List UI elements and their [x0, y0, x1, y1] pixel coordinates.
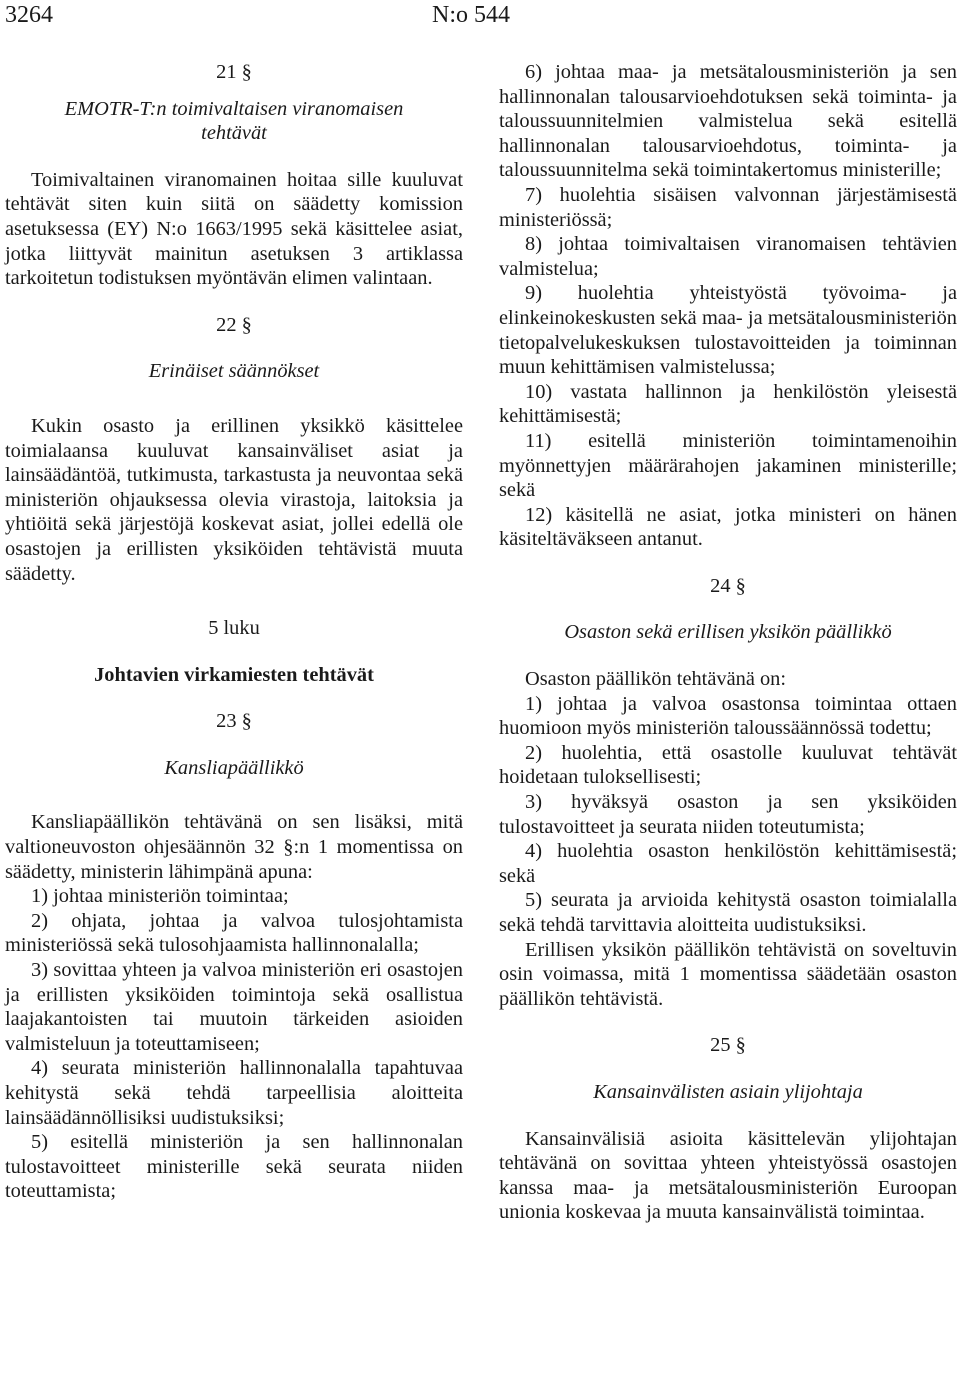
section-22-title: Erinäiset säännökset — [148, 360, 320, 383]
section-21-text: Toimivaltainen viranomainen hoitaa sille kuuluvat tehtävät siten kuin siitä on säädetty komission asetuksessa (EY) N:o 1663/1995 sekä käsittelee asiat, jotka liittyvät mainitun asetuksen 3 artiklassa tarkoitetun todistuksen myöntävän elimen valintaan. — [5, 168, 463, 290]
section-23-intro: Kansliapäällikön tehtävänä on sen lisäksi, mitä valtioneuvoston ohjesäännön 32 §:n 1 momentissa on säädetty, ministerin lähimpänä apuna: — [5, 811, 463, 883]
section-23-number: 23 § — [216, 710, 252, 733]
left-column — [5, 60, 463, 1204]
section-21-number: 21 § — [216, 61, 252, 83]
section-25-number: 25 § — [710, 1034, 746, 1057]
page-number: 3264 — [5, 2, 53, 28]
section-24-title: Osaston sekä erillisen yksikön päällikkö — [564, 621, 892, 644]
section-24-item: 2) huolehtia, että osastolle kuuluvat tehtävät hoidetaan tuloksellisesti; — [499, 741, 957, 789]
section-24-item: 5) seurata ja arvioida kehitystä osaston toimialalla sekä tehdä tarvittavia aloitteita uudistuksiksi. — [499, 889, 957, 936]
section-23-item: 2) ohjata, johtaa ja valvoa tulosjohtamista ministeriössä sekä tulosohjaamista hallinnonalalla; — [5, 909, 463, 957]
section-22-text: Kukin osasto ja erillinen yksikkö käsittelee toimialaansa kuuluvat kansainväliset asiat ja lainsäädäntöä, tutkimusta, tarkastusta ja neuvontaa sekä ministeriön ohjauksessa olevia virastoja, laitoksia ja yhtiöitä sekä järjestöjä koskevat asiat, jollei edellä ole osastojen ja erillisten yksiköiden tehtävistä muuta säädetty. — [5, 414, 463, 585]
section-24-item: 1) johtaa ja valvoa osastonsa toimintaa ottaen huomioon myös ministeriön taloussäännössä todettu; — [499, 692, 957, 740]
section-25-text: Kansainvälisiä asioita käsittelevän ylijohtajan tehtävänä on sovittaa yhteen yhteistyössä osastojen kanssa maa- ja metsätalousministeriön Euroopan unionia koskevaa ja muuta kansainvälistä toimintaa. — [499, 1127, 957, 1224]
section-24-closing: Erillisen yksikön päällikön tehtävistä on soveltuvin osin voimassa, mitä 1 momentissa säädetään osaston päällikön tehtävistä. — [499, 938, 957, 1010]
section-23-item: 4) seurata ministeriön hallinnonalalla tapahtuvaa kehitystä sekä tehdä tarpeellisia aloitteita lainsäädännöllisiksi uudistuksiksi; — [5, 1057, 463, 1129]
section-23-item: 3) sovittaa yhteen ja valvoa ministeriön eri osastojen ja erillisten yksiköiden toimintoja sekä osallistua laajakantoisten tai muutoin tärkeiden asioiden valmisteluun ja toteuttamiseen; — [5, 959, 463, 1055]
chapter-5-number: 5 luku — [208, 617, 260, 640]
section-24-intro: Osaston päällikön tehtävänä on: — [525, 668, 787, 691]
section-23-item: 7) huolehtia sisäisen valvonnan järjestämisestä ministeriössä; — [499, 183, 957, 231]
section-23-item: 10) vastata hallinnon ja henkilöstön yleisestä kehittämisestä; — [499, 380, 957, 428]
section-23-title: Kansliapäällikkö — [164, 756, 304, 779]
section-23-item: 9) huolehtia yhteistyöstä työvoima- ja elinkeinokeskusten sekä maa- ja metsätalousministeriön tietopalvelukeskuksen tulostavoitteiden ja toiminnan muun kehittämisen valmistelussa; — [499, 282, 957, 379]
section-23-item: 8) johtaa toimivaltaisen viranomaisen tehtävien valmistelua; — [499, 233, 957, 280]
section-24-item: 4) huolehtia osaston henkilöstön kehittämisestä; sekä — [499, 840, 957, 887]
section-23-item: 11) esitellä ministeriön toimintamenoihin myönnettyjen määrärahojen jakaminen ministerille; sekä — [499, 429, 957, 502]
right-column — [499, 60, 957, 1225]
section-23-item: 1) johtaa ministeriön toimintaa; — [31, 885, 289, 908]
section-24-number: 24 § — [710, 574, 746, 597]
section-23-item: 5) esitellä ministeriön ja sen hallinnonalan tulostavoitteet ministerille sekä seurata niiden toteuttamista; — [5, 1131, 463, 1203]
page-header — [0, 0, 960, 34]
act-number: N:o 544 — [432, 2, 510, 28]
section-24-item: 3) hyväksyä osaston ja sen yksiköiden tulostavoitteet ja seurata niiden toteutumista; — [499, 791, 957, 838]
section-22-number: 22 § — [216, 313, 252, 336]
chapter-5-title: Johtavien virkamiesten tehtävät — [94, 663, 374, 686]
section-21-title: EMOTR-T:n toimivaltaisen viranomaisen tehtävät — [64, 97, 404, 145]
section-25-title: Kansainvälisten asiain ylijohtaja — [593, 1080, 863, 1103]
section-23-item: 12) käsitellä ne asiat, jotka ministeri on hänen käsiteltäväkseen antanut. — [499, 503, 957, 551]
section-23-item: 6) johtaa maa- ja metsätalousministeriön ja sen hallinnonalan talousarvioehdotuksen sekä toiminta- ja taloussuunnitelmien valmistelua sekä esitellä hallinnonalan talousarvioehdotus, toiminta- ja taloussuunnitelma sekä toimintakertomus ministerille; — [499, 61, 957, 182]
